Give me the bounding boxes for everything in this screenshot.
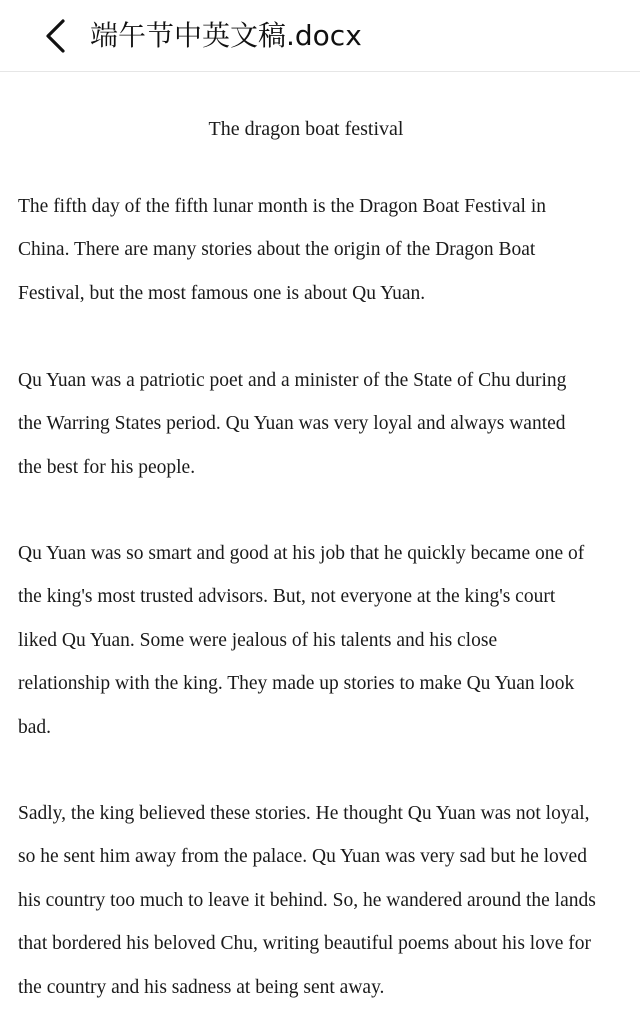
- text-line: China. There are many stories about the origin of the Dragon Boat: [18, 239, 536, 261]
- document-file-name: 端午节中英文稿.docx: [90, 19, 362, 52]
- paragraph-2: [18, 359, 566, 489]
- paragraph-4: [18, 792, 596, 1009]
- top-bar: [0, 0, 640, 72]
- text-line: that bordered his beloved Chu, writing beautiful poems about his love for: [18, 933, 591, 955]
- text-line: Qu Yuan was a patriotic poet and a minister of the State of Chu during: [18, 370, 567, 391]
- text-line: the best for his people.: [18, 456, 196, 478]
- text-line: the king's most trusted advisors. But, not everyone at the king's court: [18, 586, 556, 608]
- paragraph-3: [18, 532, 584, 749]
- text-line: Festival, but the most famous one is about Qu Yuan.: [18, 282, 426, 304]
- document-viewer[interactable]: [0, 73, 640, 1031]
- text-line: Qu Yuan was so smart and good at his job that he quickly became one of: [18, 543, 585, 564]
- text-line: relationship with the king. They made up stories to make Qu Yuan look: [18, 673, 575, 695]
- text-line: so he sent him away from the palace. Qu Yuan was very sad but he loved: [18, 846, 587, 868]
- text-line: The fifth day of the fifth lunar month is the Dragon Boat Festival in: [18, 196, 547, 217]
- paragraph-1: [18, 185, 546, 315]
- text-line: the country and his sadness at being sent away.: [18, 976, 385, 998]
- chevron-left-icon: [43, 18, 67, 54]
- text-line: the Warring States period. Qu Yuan was very loyal and always wanted: [18, 413, 566, 435]
- text-line: his country too much to leave it behind. So, he wandered around the lands: [18, 889, 596, 911]
- text-line: Sadly, the king believed these stories. He thought Qu Yuan was not loyal,: [18, 803, 590, 824]
- back-button[interactable]: [30, 10, 80, 62]
- text-line: liked Qu Yuan. Some were jealous of his talents and his close: [18, 629, 498, 651]
- text-line: bad.: [18, 716, 52, 738]
- document-heading: The dragon boat festival: [208, 118, 404, 140]
